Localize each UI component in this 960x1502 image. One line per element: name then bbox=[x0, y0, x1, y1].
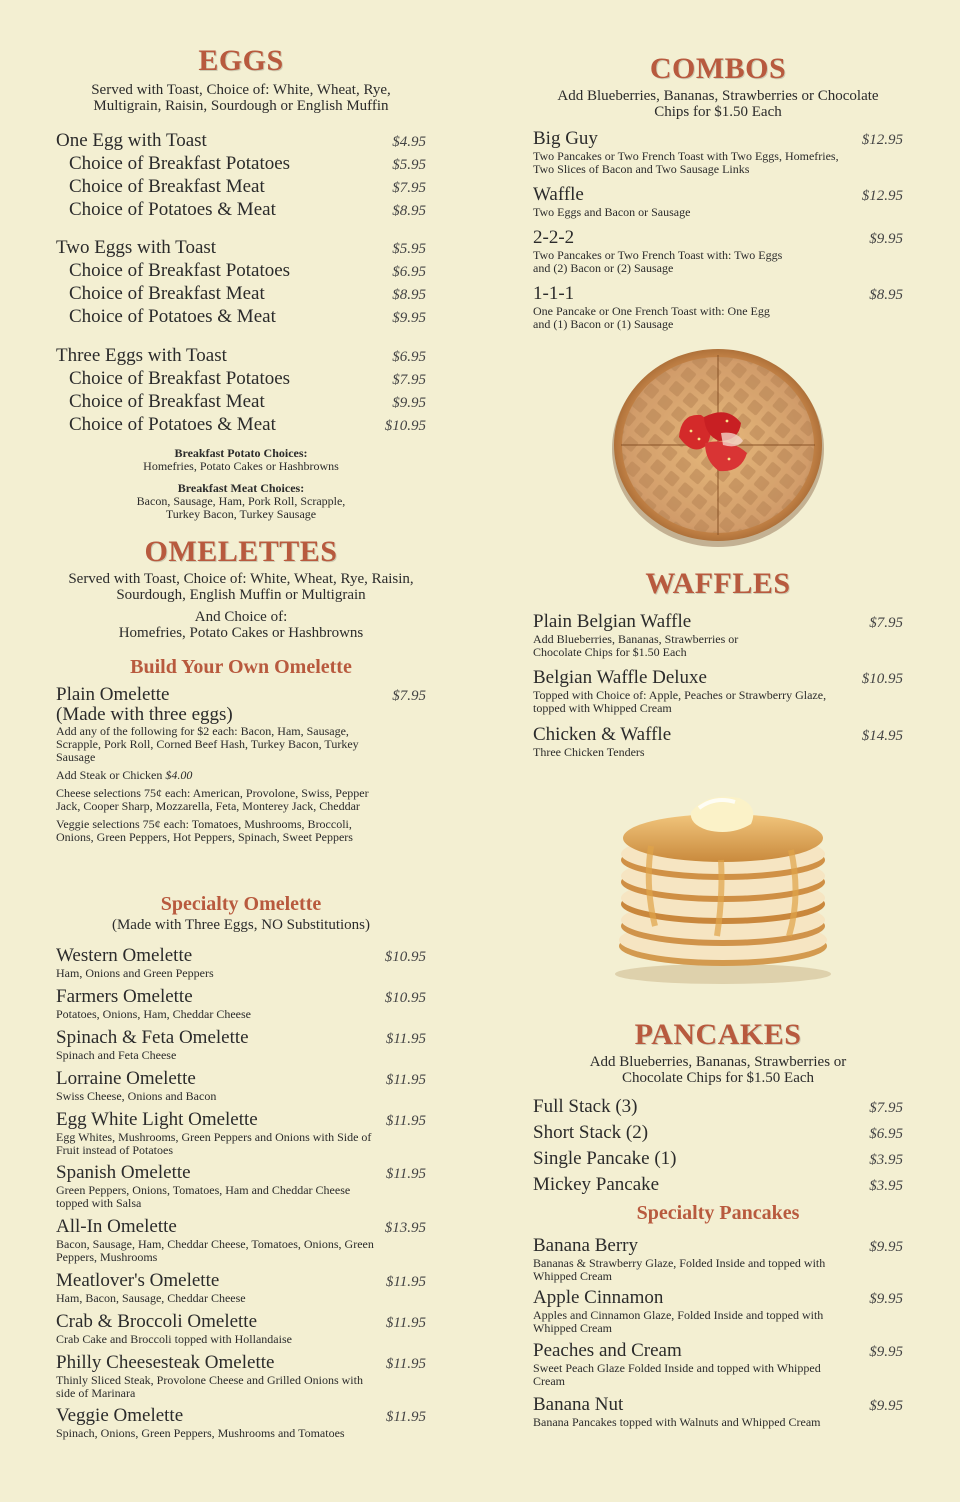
omelette-item: Farmers Omelette $10.95 Potatoes, Onions, Ham, Cheddar Cheese bbox=[56, 986, 426, 1021]
menu-item: Choice of Potatoes & Meat $10.95 bbox=[69, 414, 426, 435]
combos-note: Add Blueberries, Bananas, Strawberries or Chocolate Chips for $1.50 Each bbox=[557, 88, 879, 120]
eggs-title: EGGS bbox=[198, 44, 284, 77]
and-choice-list: Homefries, Potato Cakes or Hashbrowns bbox=[118, 625, 364, 641]
pancake-item: Banana Berry $9.95 Bananas & Strawberry Glaze, Folded Inside and topped with Whipped Cream bbox=[533, 1235, 903, 1283]
potato-choices bbox=[56, 447, 426, 473]
eggs-section bbox=[56, 44, 426, 114]
omelette-item: Veggie Omelette $11.95 Spinach, Onions, Green Peppers, Mushrooms and Tomatoes bbox=[56, 1405, 426, 1440]
menu-item: Two Eggs with Toast $5.95 bbox=[56, 237, 426, 258]
build-your-own bbox=[56, 656, 426, 844]
menu-item: Choice of Potatoes & Meat $9.95 bbox=[69, 306, 426, 327]
specialty-omelette-note: (Made with Three Eggs, NO Substitutions) bbox=[111, 917, 371, 933]
butter-icon bbox=[691, 797, 753, 832]
combo-item: 1-1-1 $8.95 One Pancake or One French Toast with: One Egg and (1) Bacon or (1) Sausage bbox=[533, 283, 903, 331]
pancakes-section bbox=[533, 1018, 903, 1086]
specialty-omelette-section bbox=[56, 893, 426, 933]
omelette-item: Crab & Broccoli Omelette $11.95 Crab Cake and Broccoli topped with Hollandaise bbox=[56, 1311, 426, 1346]
combo-item: Big Guy $12.95 Two Pancakes or Two French Toast with Two Eggs, Homefries, Two Slices of Bacon and Two Sausage Links bbox=[533, 128, 903, 176]
meat-list-2: Turkey Bacon, Turkey Sausage bbox=[165, 507, 317, 521]
omelette-item: Spinach & Feta Omelette $11.95 Spinach and Feta Cheese bbox=[56, 1027, 426, 1062]
combos-title: COMBOS bbox=[649, 52, 787, 85]
omelettes-title: OMELETTES bbox=[144, 535, 338, 568]
omelette-item: Meatlover's Omelette $11.95 Ham, Bacon, Sausage, Cheddar Cheese bbox=[56, 1270, 426, 1305]
eggs-group-2 bbox=[56, 237, 426, 328]
waffle-photo bbox=[609, 345, 827, 549]
menu-item: Single Pancake (1) $3.95 bbox=[533, 1148, 903, 1169]
menu-item: Full Stack (3) $7.95 bbox=[533, 1096, 903, 1117]
menu-item: Choice of Breakfast Meat $8.95 bbox=[69, 283, 426, 304]
eggs-note: Served with Toast, Choice of: White, Wheat, Rye, Multigrain, Raisin, Sourdough or English Muffin bbox=[91, 82, 391, 114]
specialty-omelette-title: Specialty Omelette bbox=[160, 893, 322, 915]
menu-item: Three Eggs with Toast $6.95 bbox=[56, 345, 426, 366]
menu-item: Choice of Breakfast Meat $9.95 bbox=[69, 391, 426, 412]
combo-item: Waffle $12.95 Two Eggs and Bacon or Sausage bbox=[533, 184, 903, 219]
potato-heading: Breakfast Potato Choices: bbox=[174, 446, 308, 460]
specialty-pancakes-title: Specialty Pancakes bbox=[636, 1202, 800, 1224]
waffle-item: Belgian Waffle Deluxe $10.95 Topped with Choice of: Apple, Peaches or Strawberry Glaze, topped with Whipped Cream bbox=[533, 667, 903, 715]
eggs-group-3 bbox=[56, 345, 426, 436]
cheese-selections: Cheese selections 75¢ each: American, Provolone, Swiss, Pepper Jack, Cooper Sharp, Mozzarella, Feta, Monterey Jack, Cheddar bbox=[56, 786, 369, 813]
potato-list: Homefries, Potato Cakes or Hashbrowns bbox=[143, 459, 339, 473]
menu-item: Mickey Pancake $3.95 bbox=[533, 1174, 903, 1195]
pancake-stack-photo bbox=[611, 786, 841, 986]
menu-item: Choice of Breakfast Potatoes $5.95 bbox=[69, 153, 426, 174]
omelette-item: All-In Omelette $13.95 Bacon, Sausage, Ham, Cheddar Cheese, Tomatoes, Onions, Green Peppers, Mushrooms bbox=[56, 1216, 426, 1264]
addons-text: Add any of the following for $2 each: Bacon, Ham, Sausage, Scrapple, Pork Roll, Corned Beef Hash, Turkey Bacon, Turkey Sausage bbox=[56, 724, 359, 764]
pancakes-title: PANCAKES bbox=[634, 1018, 802, 1051]
build-title: Build Your Own Omelette bbox=[130, 656, 352, 678]
combo-item: 2-2-2 $9.95 Two Pancakes or Two French Toast with: Two Eggs and (2) Bacon or (2) Sausage bbox=[533, 227, 903, 275]
waffle-item: Chicken & Waffle $14.95 Three Chicken Tenders bbox=[533, 724, 903, 759]
omelette-item: Lorraine Omelette $11.95 Swiss Cheese, Onions and Bacon bbox=[56, 1068, 426, 1103]
omelette-item: Western Omelette $10.95 Ham, Onions and Green Peppers bbox=[56, 945, 426, 980]
menu-item: Choice of Potatoes & Meat $8.95 bbox=[69, 199, 426, 220]
omelette-item: Philly Cheesesteak Omelette $11.95 Thinly Sliced Steak, Provolone Cheese and Grilled Onions with side of Marinara bbox=[56, 1352, 426, 1400]
waffle-item: Plain Belgian Waffle $7.95 Add Blueberries, Bananas, Strawberries or Chocolate Chips for $1.50 Each bbox=[533, 611, 903, 659]
menu-item: Choice of Breakfast Potatoes $7.95 bbox=[69, 368, 426, 389]
plain-omelette: Plain Omelette $7.95 bbox=[56, 684, 426, 705]
omelettes-note: Served with Toast, Choice of: White, Wheat, Rye, Raisin, Sourdough, English Muffin or Multigrain bbox=[68, 571, 414, 603]
plain-omelette-sub: (Made with three eggs) bbox=[56, 704, 233, 725]
menu-item: Choice of Breakfast Potatoes $6.95 bbox=[69, 260, 426, 281]
omelette-item: Spanish Omelette $11.95 Green Peppers, Onions, Tomatoes, Ham and Cheddar Cheese topped with Salsa bbox=[56, 1162, 426, 1210]
menu-item: One Egg with Toast $4.95 bbox=[56, 130, 426, 151]
steak-addon: Add Steak or Chicken $4.00 bbox=[56, 768, 193, 782]
omelette-item: Egg White Light Omelette $11.95 Egg Whites, Mushrooms, Green Peppers and Onions with Side of Fruit instead of Potatoes bbox=[56, 1109, 426, 1157]
meat-list-1: Bacon, Sausage, Ham, Pork Roll, Scrapple, bbox=[136, 494, 346, 508]
pancake-item: Peaches and Cream $9.95 Sweet Peach Glaze Folded Inside and topped with Whipped Cream bbox=[533, 1340, 903, 1388]
pancake-list bbox=[533, 1096, 903, 1196]
and-choice-label: And Choice of: bbox=[194, 609, 288, 625]
pancake-item: Apple Cinnamon $9.95 Apples and Cinnamon Glaze, Folded Inside and topped with Whipped Cream bbox=[533, 1287, 903, 1335]
pancakes-note: Add Blueberries, Bananas, Strawberries or Chocolate Chips for $1.50 Each bbox=[589, 1054, 847, 1086]
waffles-section bbox=[533, 567, 903, 601]
meat-choices bbox=[56, 482, 426, 521]
pancake-item: Banana Nut $9.95 Banana Pancakes topped with Walnuts and Whipped Cream bbox=[533, 1394, 903, 1429]
waffles-title: WAFFLES bbox=[645, 567, 791, 600]
veggie-selections: Veggie selections 75¢ each: Tomatoes, Mushrooms, Broccoli, Onions, Green Peppers, Hot Peppers, Spinach, Sweet Peppers bbox=[56, 817, 353, 844]
specialty-pancakes-section bbox=[533, 1202, 903, 1225]
combos-section bbox=[533, 52, 903, 120]
menu-item: Choice of Breakfast Meat $7.95 bbox=[69, 176, 426, 197]
menu-item: Short Stack (2) $6.95 bbox=[533, 1122, 903, 1143]
meat-heading: Breakfast Meat Choices: bbox=[177, 481, 305, 495]
eggs-group-1 bbox=[56, 130, 426, 221]
omelettes-section bbox=[56, 535, 426, 641]
